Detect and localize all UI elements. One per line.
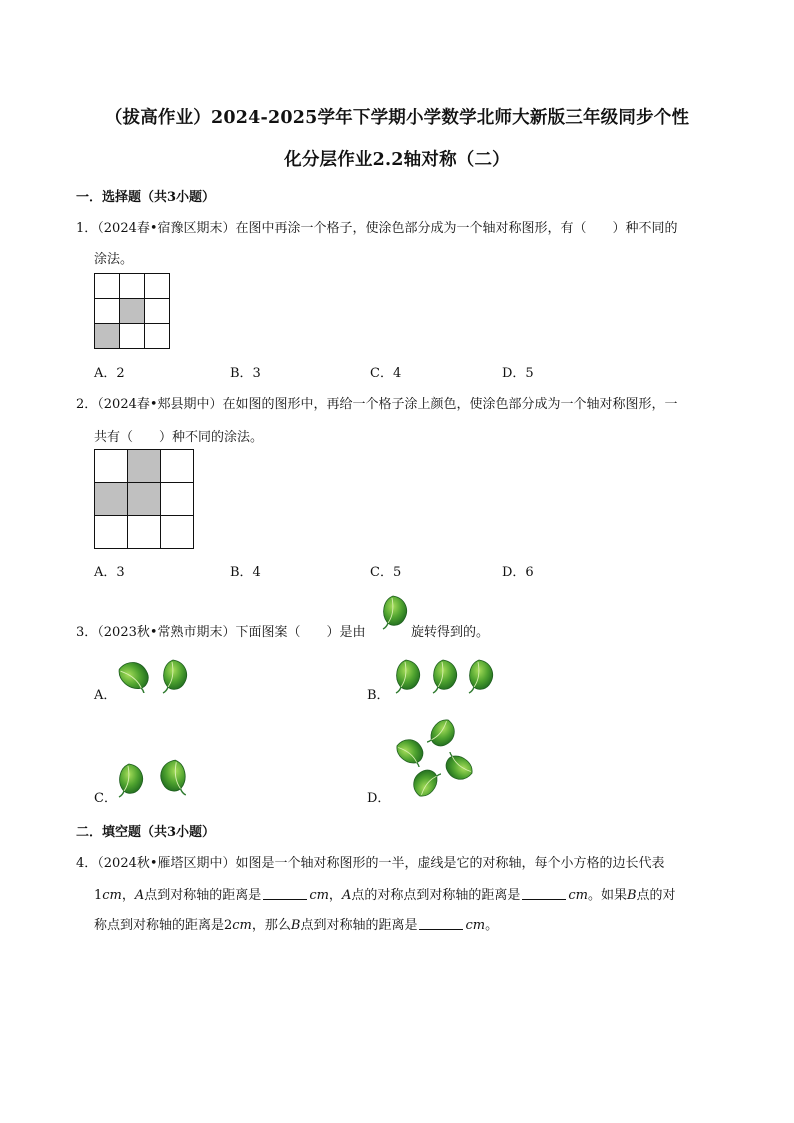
q1-grid-figure (94, 273, 170, 349)
section-heading-choice: 一．选择题（共3小题） (76, 190, 216, 205)
q2-grid-figure (94, 449, 194, 549)
q1-option-b[interactable]: B．3 (230, 366, 261, 381)
q2-option-b[interactable]: B．4 (230, 565, 261, 580)
q3-option-d-leaf-top-icon[interactable] (427, 718, 461, 752)
q4-text-line3: 称点到对称轴的距离是2cm，那么B点到对称轴的距离是 cm。 (94, 918, 499, 933)
q3-option-b-leaf-3-icon[interactable] (466, 658, 500, 694)
q4-text-line2: 1cm，A点到对称轴的距离是 cm，A点的对称点到对称轴的距离是 cm。如果B点的对 (94, 888, 676, 903)
q3-option-c-leaf-1-icon[interactable] (116, 762, 150, 798)
q3-text-after: 旋转得到的。 (411, 625, 490, 640)
q2-option-c[interactable]: C．5 (370, 565, 402, 580)
q3-option-b-leaf-2-icon[interactable] (430, 658, 464, 694)
q1-option-c[interactable]: C．4 (370, 366, 402, 381)
q3-option-d-leaf-right-icon[interactable] (440, 752, 474, 786)
q3-option-a-leaf-1-icon[interactable] (118, 655, 154, 693)
q3-leaf-reference-icon (380, 594, 414, 630)
q3-text-before: 3．（2023秋•常熟市期末）下面图案（ ）是由 (76, 625, 366, 640)
q4-blank-2[interactable] (522, 887, 566, 900)
q3-option-d-leaf-bottom-icon[interactable] (407, 764, 441, 798)
q3-option-c-leaf-2-icon[interactable] (153, 758, 189, 796)
q4-text-line1: 4．（2024秋•雁塔区期中）如图是一个轴对称图形的一半，虚线是它的对称轴，每个小方格的边长代表 (76, 856, 665, 871)
q4-blank-3[interactable] (419, 917, 463, 930)
q3-option-c[interactable]: C． (94, 791, 117, 806)
q3-option-a-leaf-2-icon[interactable] (160, 658, 194, 694)
section-heading-fill: 二．填空题（共3小题） (76, 825, 216, 840)
q1-text-line2: 涂法。 (94, 252, 134, 267)
q4-blank-1[interactable] (263, 887, 307, 900)
q1-option-a[interactable]: A．2 (94, 366, 125, 381)
q3-option-a[interactable]: A． (94, 688, 117, 703)
q1-text-line1: 1．（2024春•宿豫区期末）在图中再涂一个格子，使涂色部分成为一个轴对称图形，有（ ）种不同的 (76, 221, 678, 236)
q3-option-b-leaf-1-icon[interactable] (393, 658, 427, 694)
q2-text-line2: 共有（ ）种不同的涂法。 (94, 430, 264, 445)
q3-option-d[interactable]: D． (367, 791, 391, 806)
q1-option-d[interactable]: D．5 (502, 366, 534, 381)
q2-option-a[interactable]: A．3 (94, 565, 125, 580)
page-title-line1: （拔高作业）2024-2025学年下学期小学数学北师大新版三年级同步个性 (104, 108, 690, 128)
page-title-line2: 化分层作业2.2轴对称（二） (284, 150, 510, 170)
q3-option-b[interactable]: B． (367, 688, 390, 703)
q2-text-line1: 2．（2024春•郏县期中）在如图的图形中，再给一个格子涂上颜色，使涂色部分成为一个轴对称图形，一 (76, 397, 678, 412)
q3-option-d-leaf-left-icon[interactable] (395, 733, 429, 767)
q2-option-d[interactable]: D．6 (502, 565, 534, 580)
